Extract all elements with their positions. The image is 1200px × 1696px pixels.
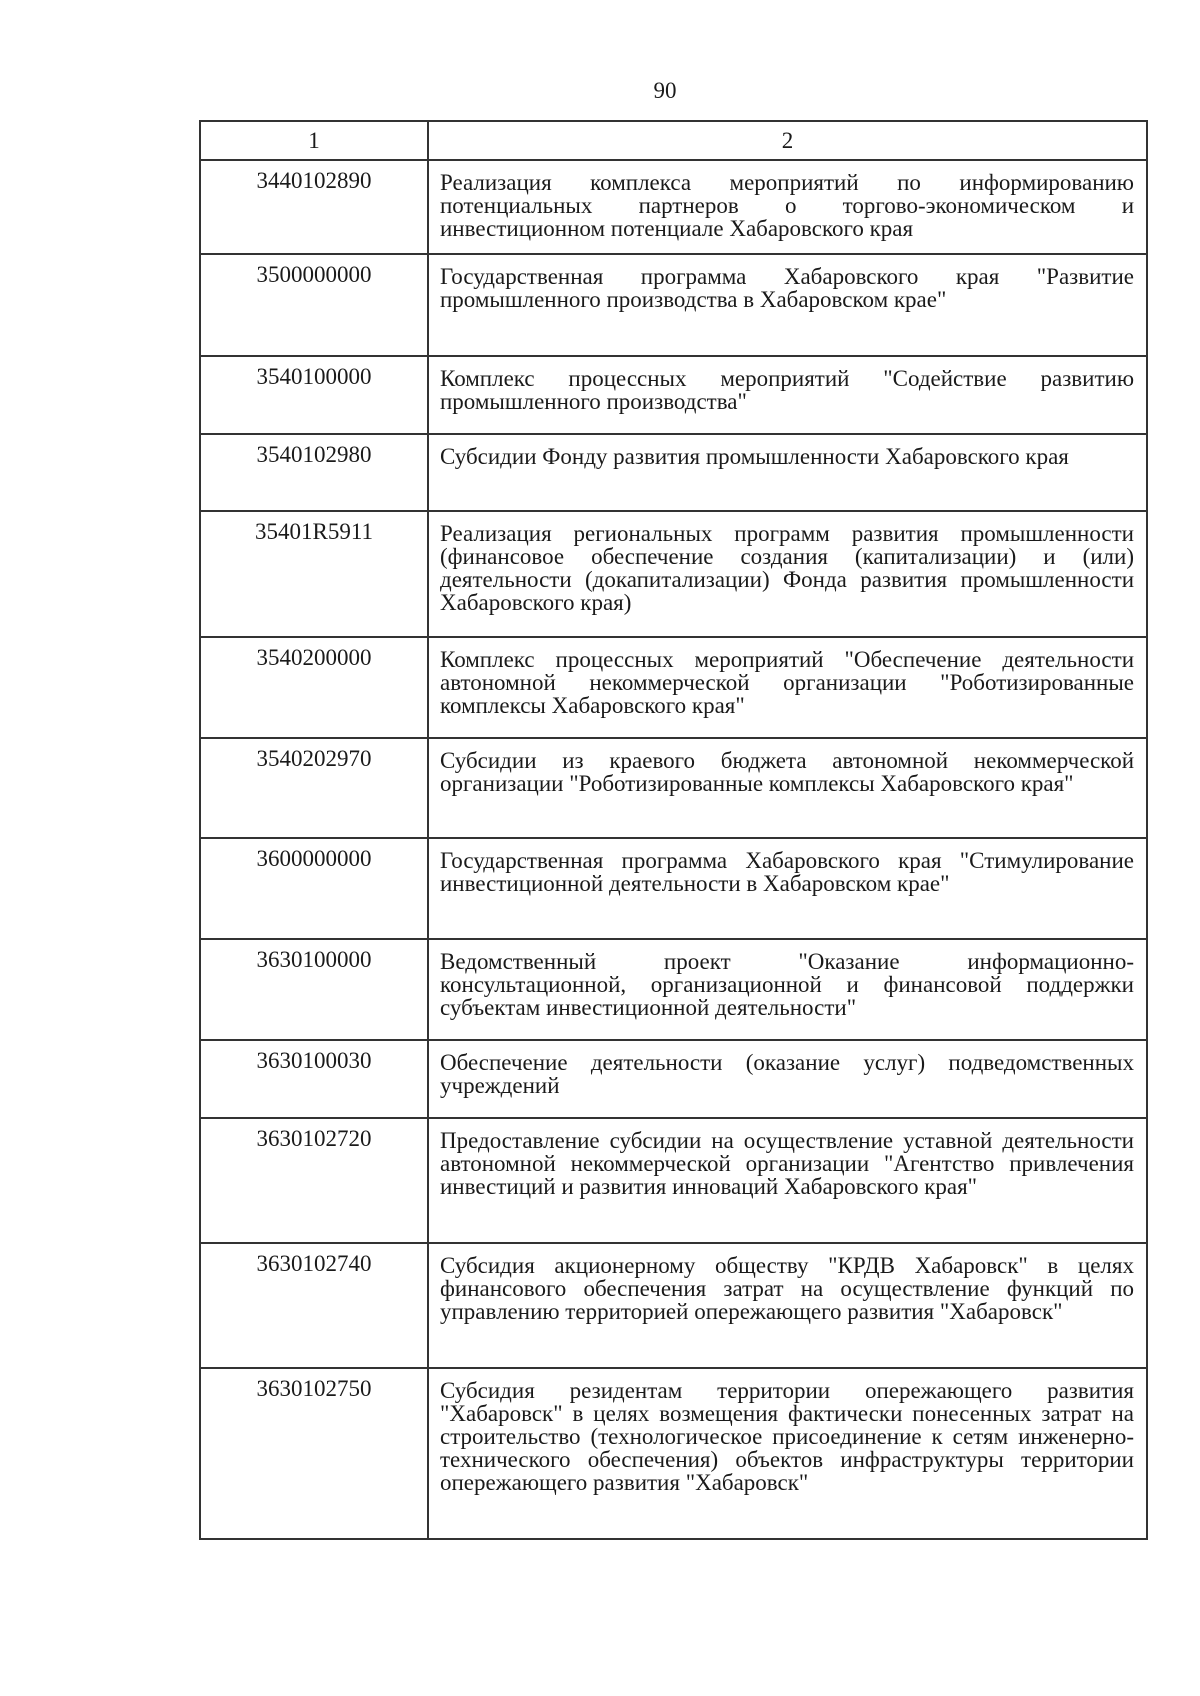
budget-code-table	[199, 120, 1148, 1540]
table-row	[200, 160, 1147, 254]
row-code: 3500000000	[200, 254, 428, 356]
row-name: Субсидии Фонду развития промышленности Хабаровского края	[428, 434, 1147, 511]
table-row	[200, 1040, 1147, 1118]
row-code: 35401R5911	[200, 511, 428, 637]
row-code: 3540100000	[200, 356, 428, 434]
row-name: Реализация комплекса мероприятий по информированию потенциальных партнеров о торгово-экономическом и инвестиционном потенциале Хабаровского края	[428, 160, 1147, 254]
table-header-row	[200, 121, 1147, 160]
row-name: Обеспечение деятельности (оказание услуг) подведомственных учреждений	[428, 1040, 1147, 1118]
row-name: Комплекс процессных мероприятий "Обеспечение деятельности автономной некоммерческой организации "Роботизированные комплексы Хабаровского края"	[428, 637, 1147, 738]
row-name: Комплекс процессных мероприятий "Содействие развитию промышленного производства"	[428, 356, 1147, 434]
table-row	[200, 1118, 1147, 1243]
row-code: 3630100000	[200, 939, 428, 1040]
row-name: Субсидия акционерному обществу "КРДВ Хабаровск" в целях финансового обеспечения затрат на осуществление функций по управлению территорией опережающего развития "Хабаровск"	[428, 1243, 1147, 1368]
row-code: 3440102890	[200, 160, 428, 254]
row-code: 3600000000	[200, 838, 428, 939]
row-name: Предоставление субсидии на осуществление уставной деятельности автономной некоммерческой организации "Агентство привлечения инвестиций и развития инноваций Хабаровского края"	[428, 1118, 1147, 1243]
table-row	[200, 511, 1147, 637]
row-name: Субсидии из краевого бюджета автономной некоммерческой организации "Роботизированные комплексы Хабаровского края"	[428, 738, 1147, 838]
page-number: 90	[653, 78, 677, 103]
row-code: 3630102720	[200, 1118, 428, 1243]
table-row	[200, 838, 1147, 939]
table-row	[200, 254, 1147, 356]
row-code: 3540102980	[200, 434, 428, 511]
table-row	[200, 939, 1147, 1040]
table-row	[200, 1243, 1147, 1368]
row-name: Ведомственный проект "Оказание информационно-консультационной, организационной и финансовой поддержки субъектам инвестиционной деятельности"	[428, 939, 1147, 1040]
table-row	[200, 356, 1147, 434]
row-name: Реализация региональных программ развития промышленности (финансовое обеспечение создания (капитализации) и (или) деятельности (докапитализации) Фонда развития промышленности Хабаровского края)	[428, 511, 1147, 637]
table-row	[200, 738, 1147, 838]
row-code: 3630102750	[200, 1368, 428, 1539]
row-code: 3540202970	[200, 738, 428, 838]
row-name: Государственная программа Хабаровского края "Развитие промышленного производства в Хабаровском крае"	[428, 254, 1147, 356]
row-name: Субсидия резидентам территории опережающего развития "Хабаровск" в целях возмещения фактически понесенных затрат на строительство (технологическое присоединение к сетям инженерно-технического обеспечения) объектов инфраструктуры территории опережающего развития "Хабаровск"	[428, 1368, 1147, 1539]
table-row	[200, 1368, 1147, 1539]
column-header-name: 2	[428, 121, 1147, 160]
table-row	[200, 434, 1147, 511]
row-code: 3540200000	[200, 637, 428, 738]
row-code: 3630100030	[200, 1040, 428, 1118]
table-row	[200, 637, 1147, 738]
row-code: 3630102740	[200, 1243, 428, 1368]
row-name: Государственная программа Хабаровского края "Стимулирование инвестиционной деятельности в Хабаровском крае"	[428, 838, 1147, 939]
column-header-code: 1	[200, 121, 428, 160]
